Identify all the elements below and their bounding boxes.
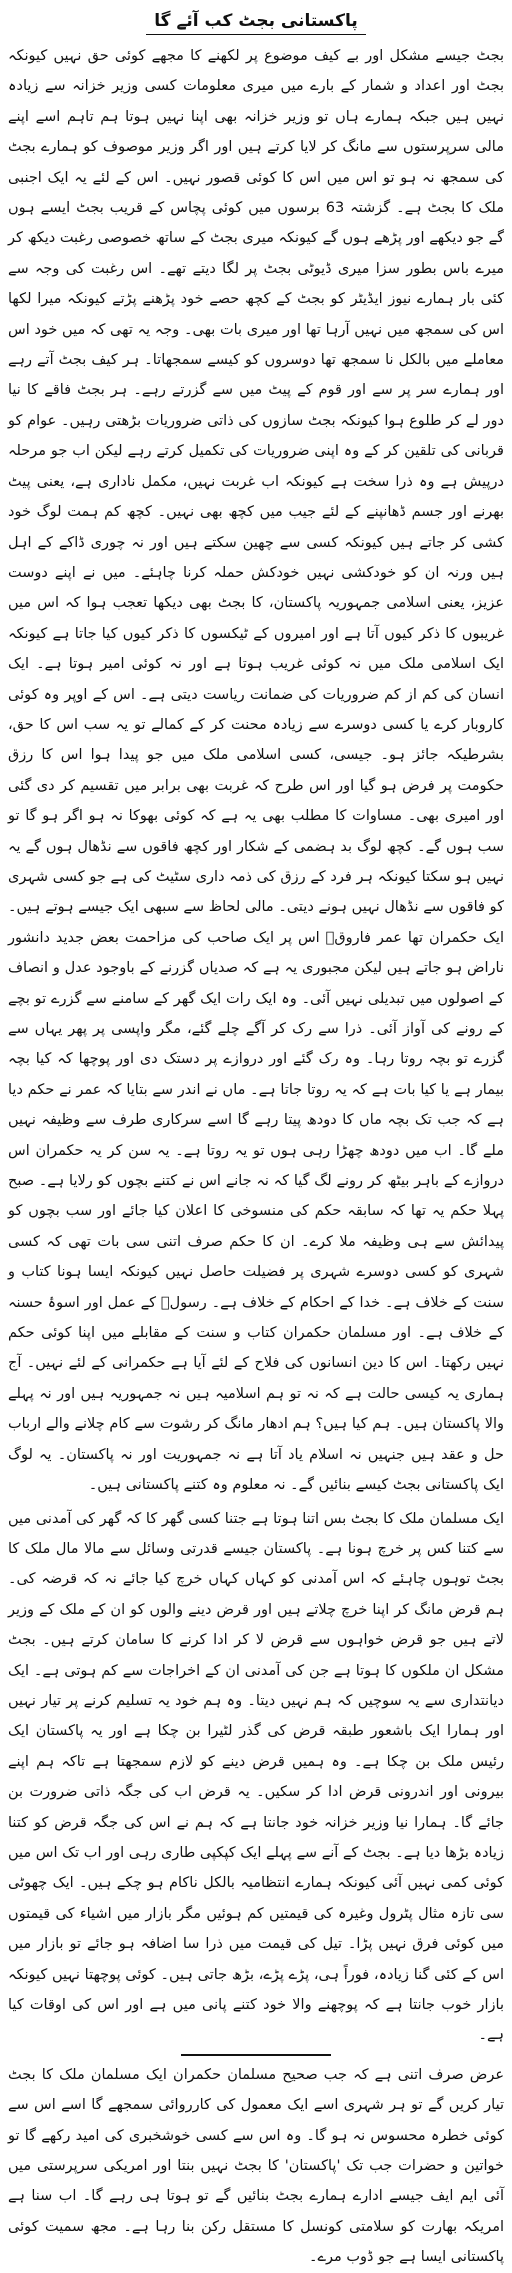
article-paragraph-2: ایک مسلمان ملک کا بجٹ بس اتنا ہوتا ہے جتنا کسی گھر کا کہ گھر کی آمدنی میں سے کتنا کس پر خرچ ہونا ہے۔ پاکستان جیسے قدرتی وسائل سے مالا مال ملک کا بجٹ توہوں چاہئے کہ اس آمدنی کو کہاں کہاں خرچ کیا جائے نہ کہ قرضہ کی۔ ہم قرض مانگ کر اپنا خرچ چلاتے ہیں اور قرض دینے والوں کو ان کے ملک کے وزیر لاتے ہیں جو قرض خواہوں سے قرض لا کر ادا کرنے کا سامان کرتے ہیں۔ بجٹ مشکل ان ملکوں کا ہوتا ہے جن کی آمدنی ان کے اخراجات سے کم ہوتی ہے۔ ایک دیانتداری سے یہ سوچیں کہ ہم نہیں دیتا۔ وہ ہم خود یہ تسلیم کرنے پر تیار نہیں اور ہمارا ایک باشعور طبقہ قرض کی گذر لٹیرا بن چکا ہے اور یہ پاکستان ایک رئیس ملک بن چکا ہے۔ وہ ہمیں قرض دینے کو لازم سمجھتا ہے تاکہ ہم اپنے بیرونی اور اندرونی قرض ادا کر سکیں۔ یہ قرض اب کی جگہ ذاتی ضرورت بن جائے گا۔ ہمارا نیا وزیر خزانہ خود جانتا ہے کہ ہم نے اس کی جگہ قرض کو کتنا زیادہ بڑھا دیا ہے۔ بجٹ کے آنے سے پہلے ایک کپکپی طاری رہی اور اب تک اس میں کوئی کمی نہیں آئی کیونکہ ہمارے انتظامیہ بالکل ناکام ہو چکے ہیں۔ ایک چھوٹی سی تازہ مثال پٹرول وغیرہ کی قیمتیں کم ہوئیں مگر بازار میں اشیاء کی قیمتوں میں کوئی فرق نہیں پڑا۔ تیل کی قیمت میں ذرا سا اضافہ ہو جائے تو بازار میں اس کے کئی گنا زیادہ، فوراً ہی، پڑے پڑے، بڑھ جاتی ہیں۔ کوئی پوچھتا نہیں کیونکہ بازار خوب جانتا ہے کہ پوچھنے والا خود کتنے پانی میں ہے اور اس کی اوقات کیا ہے۔ — [8, 1510, 504, 2044]
article-paragraph-1: بجٹ جیسے مشکل اور بے کیف موضوع پر لکھنے کا مجھے کوئی حق نہیں کیونکہ بجٹ اور اعداد و شمار کے بارے میں میری معلومات کسی وزیر خزانہ سے زیادہ نہیں ہیں جبکہ ہمارے ہاں تو وزیر خزانہ بھی اپنا نہیں ہوتا ہم تاہم اسے اپنے مالی سرپرستوں سے مانگ کر لایا کرتے ہیں اور اگر وزیر موصوف کو ہمارے بجٹ کی سمجھ نہ ہو تو اس میں اس کا کوئی قصور نہیں۔ اس کے لئے یہ ایک اجنبی ملک کا بجٹ ہے۔ گزشتہ 63 برسوں میں کوئی پچاس کے قریب بجٹ ایسے ہوں گے جو دیکھے اور پڑھے ہوں گے کیونکہ میری بجٹ کے ساتھ خصوصی رغبت دیکھ کر میرے باس بطور سزا میری ڈیوٹی بجٹ پر لگا دیتے تھے۔ اس رغبت کی وجہ سے کئی بار ہمارے نیوز ایڈیٹر کو بجٹ کے کچھ حصے خود پڑھنے پڑتے کیونکہ میرا لکھا اس کی سمجھ میں نہیں آرہا تھا اور میری بات بھی۔ وجہ یہ تھی کہ میں خود اس معاملے میں بالکل نا سمجھ تھا دوسروں کو کیسے سمجھاتا۔ ہر کیف بجٹ آتے رہے اور ہمارے سر پر سے اور قوم کے پیٹ میں سے گزرتے رہے۔ ہر بجٹ فاقے کا نیا دور لے کر طلوع ہوا کیونکہ بجٹ سازوں کی ذاتی ضروریات بڑھتی رہیں۔ عوام کو قربانی کی تلقین کر کے وہ اپنی ضروریات کی تکمیل کرتے رہے لیکن اب جو مرحلہ درپیش ہے وہ ذرا سخت ہے کیونکہ اب غربت نہیں، مکمل ناداری ہے، یعنی پیٹ بھرنے اور جسم ڈھانپنے کے لئے جیب میں کچھ بھی نہیں۔ کچھ کم ہمت لوگ خود کشی کر جاتے ہیں کیونکہ کسی سے چھین سکتے ہیں اور نہ چوری ڈاکے کے اہل ہیں ورنہ ان کو خودکشی نہیں خودکش حملہ کرنا چاہئے۔ میں نے اپنے دوست عزیز، یعنی اسلامی جمہوریہ پاکستان، کا بجٹ بھی دیکھا تعجب ہوا کہ اس میں غریبوں کا ذکر کیوں آتا ہے اور امیروں کے ٹیکسوں کا ذکر کیوں کیا جاتا ہے کیونکہ ایک اسلامی ملک میں نہ کوئی غریب ہوتا ہے اور نہ کوئی امیر ہوتا ہے۔ ایک انسان کی کم از کم ضروریات کی ضمانت ریاست دیتی ہے۔ اس کے اوپر وہ کوئی کاروبار کرے یا کسی دوسرے سے زیادہ محنت کر کے کمالے تو یہ سب اس کا حق، بشرطیکہ جائز ہو۔ جیسی، کسی اسلامی ملک میں جو پیدا ہوا اس کا رزق حکومت پر فرض ہو گیا اور اس طرح کہ غربت بھی برابر میں تقسیم کر دی گئی اور امیری بھی۔ مساوات کا مطلب بھی یہ ہے کہ کوئی بھوکا نہ ہو اگر ہو گا تو سب ہوں گے۔ کچھ لوگ بد ہضمی کے شکار اور کچھ فاقوں سے نڈھال ہوں گے یہ نہیں ہو سکتا کیونکہ ہر فرد کے رزق کی ذمہ داری سٹیٹ کی ہے جو کسی شہری کو فاقوں سے نڈھال نہیں ہونے دیتی۔ مالی لحاظ سے سبھی ایک جیسے ہوتے ہیں۔ ایک حکمران تھا عمر فاروقؓ اس پر ایک صاحب کی مزاحمت بعض جدید دانشور ناراض ہو جاتے ہیں لیکن مجبوری یہ ہے کہ صدیاں گزرنے کے باوجود عدل و انصاف کے اصولوں میں تبدیلی نہیں آئی۔ وہ ایک رات ایک گھر کے سامنے سے گزرے تو بچے کے رونے کی آواز آئی۔ ذرا سے رک کر آگے چلے گئے، مگر واپسی پر پھر یہاں سے گزرے تو بچہ روتا رہا۔ وہ رک گئے اور دروازے پر دستک دی اور پوچھا کہ کیا بچہ بیمار ہے یا کیا بات ہے کہ یہ روتا جاتا ہے۔ ماں نے اندر سے بتایا کہ عمر نے حکم دیا ہے کہ جب تک بچہ ماں کا دودھ پیتا رہے گا اسے سرکاری طرف سے وظیفہ نہیں ملے گا۔ اب میں دودھ چھڑا رہی ہوں تو یہ روتا ہے۔ یہ سن کر یہ حکمران اس دروازے کے باہر بیٹھ کر رونے لگ گیا کہ نہ جانے اس نے کتنے بچوں کو رلایا ہے۔ صبح پہلا حکم یہ تھا کہ سابقہ حکم کی منسوخی کا اعلان کیا جائے اور سب بچوں کو پیدائش سے ہی وظیفہ ملا کرے۔ ان کا حکم صرف اتنی سی بات تھی کہ کسی شہری کو کسی دوسرے شہری پر فضیلت حاصل نہیں کیونکہ ایسا ہونا کتاب و سنت کے خلاف ہے۔ خدا کے احکام کے خلاف ہے۔ رسولؐ کے عمل اور اسوۂ حسنہ کے خلاف ہے۔ اور مسلمان حکمران کتاب و سنت کے مقابلے میں اپنا کوئی حکم نہیں رکھتا۔ اس کا دین انسانوں کی فلاح کے لئے آیا ہے حکمرانی کے لئے نہیں۔ آج ہماری یہ کیسی حالت ہے کہ نہ تو ہم اسلامیہ ہیں نہ جمہوریہ ہیں اور نہ پہلے والا پاکستان ہیں۔ ہم کیا ہیں؟ ہم ادھار مانگ کر رشوت سے کام چلانے والے ارباب حل و عقد ہیں جنہیں نہ اسلام یاد آتا ہے نہ جمہوریت اور نہ پاکستان۔ یہ لوگ ایک پاکستانی بجٹ کیسے بنائیں گے۔ نہ معلوم وہ کتنے پاکستانی ہیں۔ — [8, 48, 504, 1494]
article-paragraph-3: عرض صرف اتنی ہے کہ جب صحیح مسلمان حکمران ایک مسلمان ملک کا بجٹ تیار کریں گے تو ہر شہری اسے ایک معمول کی کارروائی سمجھے گا اسے اس سے کوئی خطرہ محسوس نہ ہو گا۔ وہ اس سے کسی خوشخبری کی امید رکھے گا تو خواتین و حضرات جب تک 'پاکستان' کا بجٹ نہیں بنتا اور امریکی سرپرستی میں آئی ایم ایف جیسے ادارے ہمارے بجٹ بنائیں گے تو ہوتا ہی رہے گا۔ اب سنا ہے امریکہ بھارت کو سلامتی کونسل کا مستقل رکن بنا رہا ہے۔ مجھ سمیت کوئی پاکستانی ایسا ہے جو ڈوب مرے۔ — [8, 2066, 504, 2266]
title-wrap — [8, 8, 504, 41]
article-title: پاکستانی بجٹ کب آئے گا — [146, 10, 366, 35]
section-divider — [181, 2054, 331, 2056]
